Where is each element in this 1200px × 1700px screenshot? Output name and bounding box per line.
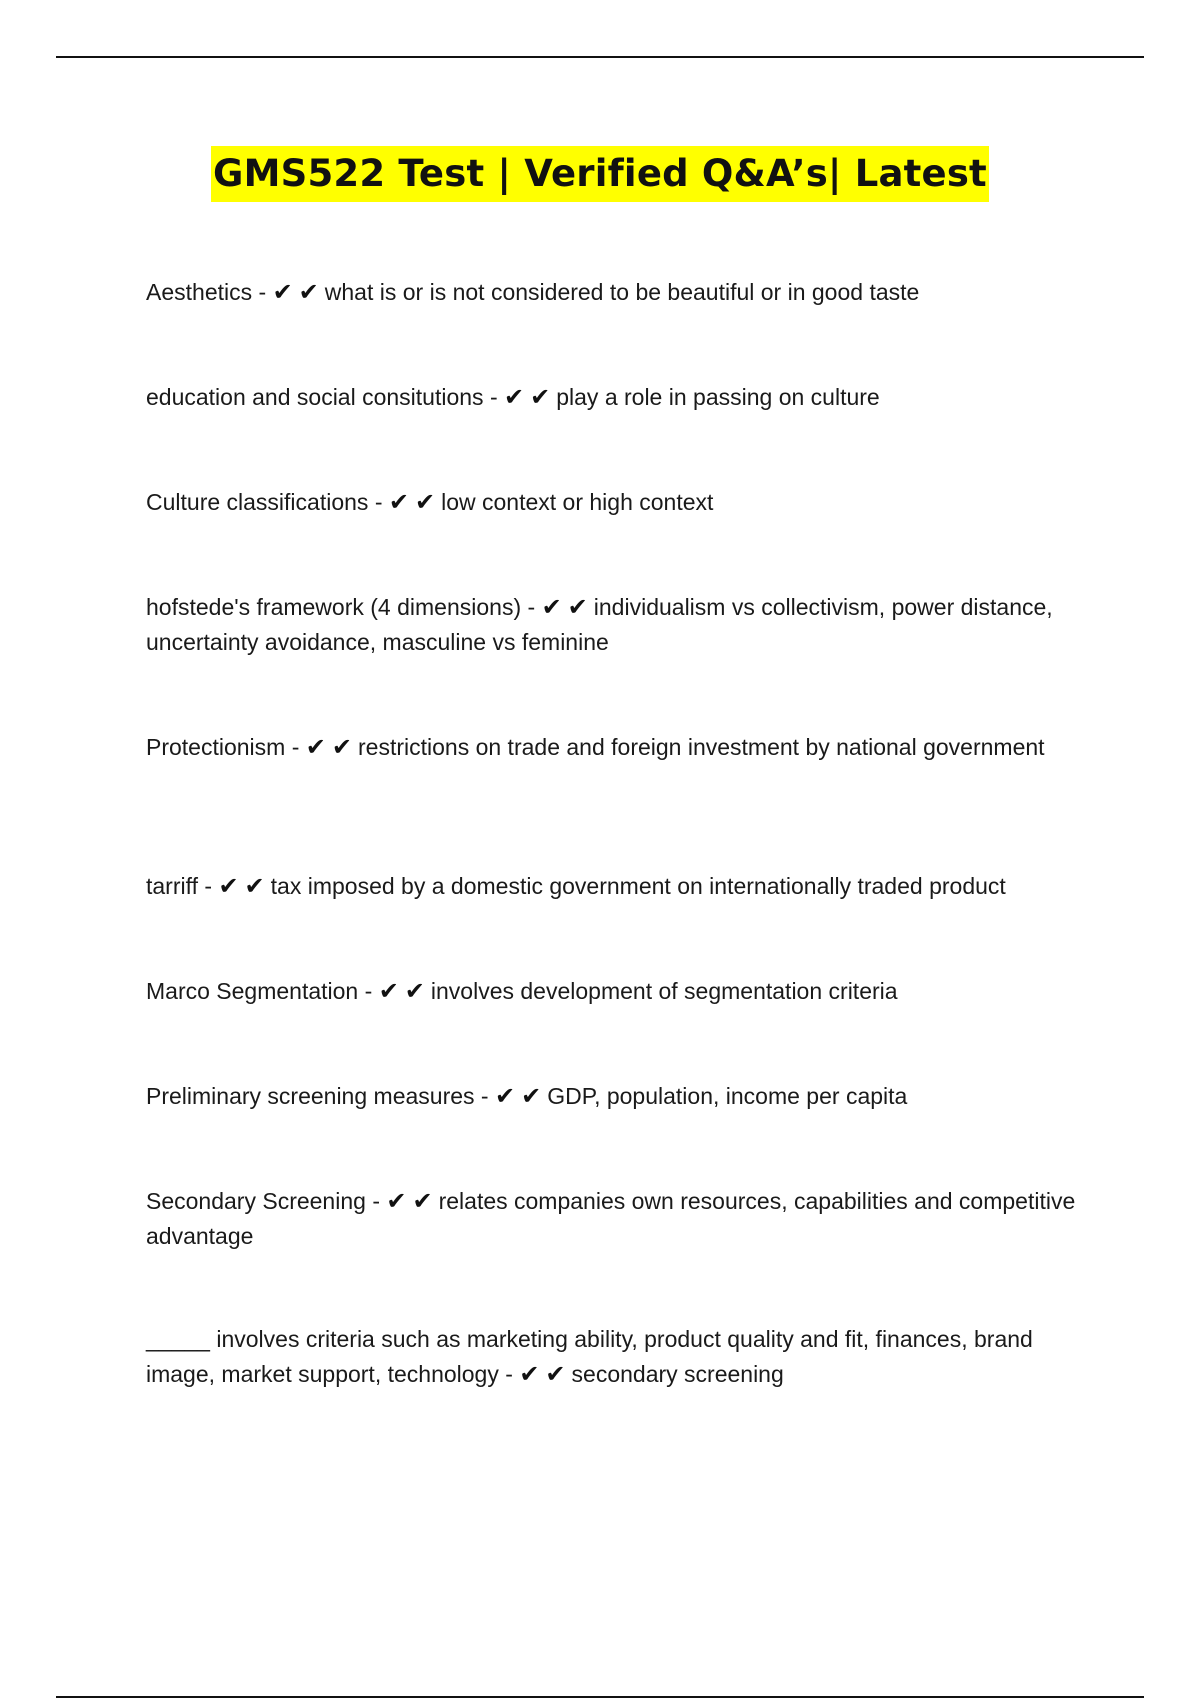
- qa-term: _____ involves criteria such as marketing ability, product quality and fit, finances, brand image, market support, technology: [146, 1326, 1033, 1387]
- qa-term: Marco Segmentation: [146, 978, 359, 1004]
- qa-answer: GDP, population, income per capita: [547, 1083, 908, 1109]
- qa-answer: individualism vs collectivism, power distance, uncertainty avoidance, masculine vs feminine: [146, 594, 1053, 655]
- check-icon: ✔: [412, 1187, 433, 1215]
- qa-item: [146, 1079, 1086, 1114]
- qa-answer: low context or high context: [441, 489, 714, 515]
- check-icon: ✔: [541, 593, 562, 621]
- check-icon: ✔: [567, 593, 588, 621]
- check-icon: ✔: [404, 977, 425, 1005]
- qa-item: [146, 869, 1086, 904]
- qa-separator: -: [204, 873, 213, 899]
- check-icon: ✔: [504, 383, 525, 411]
- qa-answer: tax imposed by a domestic government on internationally traded product: [270, 873, 1006, 899]
- top-divider: [56, 56, 1144, 58]
- qa-separator: -: [364, 978, 373, 1004]
- qa-item: [146, 1322, 1086, 1392]
- qa-separator: -: [480, 1083, 489, 1109]
- qa-answer: secondary screening: [571, 1361, 784, 1387]
- qa-separator: -: [372, 1188, 380, 1214]
- qa-separator: -: [489, 384, 498, 410]
- qa-separator: -: [527, 594, 536, 620]
- qa-item: [146, 275, 1086, 310]
- qa-separator: -: [505, 1361, 513, 1387]
- qa-term: education and social consitutions: [146, 384, 484, 410]
- qa-term: Culture classifications: [146, 489, 369, 515]
- check-icon: ✔: [519, 1360, 540, 1388]
- qa-separator: -: [374, 489, 383, 515]
- qa-separator: -: [258, 279, 267, 305]
- check-icon: ✔: [331, 733, 352, 761]
- qa-answer: restrictions on trade and foreign investment by national government: [358, 734, 1045, 760]
- check-icon: ✔: [378, 977, 399, 1005]
- qa-term: Secondary Screening: [146, 1188, 366, 1214]
- qa-term: Protectionism: [146, 734, 286, 760]
- check-icon: ✔: [244, 872, 265, 900]
- qa-answer: involves development of segmentation criteria: [430, 978, 898, 1004]
- bottom-divider: [56, 1696, 1144, 1698]
- check-icon: ✔: [218, 872, 239, 900]
- qa-separator: -: [291, 734, 300, 760]
- check-icon: ✔: [414, 488, 436, 516]
- qa-answer: relates companies own resources, capabilities and competitive advantage: [146, 1188, 1076, 1249]
- qa-answer: play a role in passing on culture: [556, 384, 880, 410]
- qa-term: Aesthetics: [146, 279, 253, 305]
- page-title: GMS522 Test | Verified Q&A’s| Latest: [211, 146, 989, 202]
- check-icon: ✔: [298, 278, 319, 306]
- qa-item: [146, 730, 1086, 765]
- qa-item: [146, 974, 1086, 1009]
- qa-item: [146, 1184, 1086, 1254]
- title-container: [0, 146, 1200, 202]
- check-icon: ✔: [272, 278, 293, 306]
- check-icon: ✔: [545, 1360, 566, 1388]
- qa-term: hofstede's framework (4 dimensions): [146, 594, 522, 620]
- check-icon: ✔: [386, 1187, 407, 1215]
- qa-item: [146, 485, 1086, 520]
- check-icon: ✔: [521, 1082, 542, 1110]
- check-icon: ✔: [305, 733, 326, 761]
- check-icon: ✔: [530, 383, 551, 411]
- qa-answer: what is or is not considered to be beautiful or in good taste: [324, 279, 920, 305]
- qa-item: [146, 380, 1086, 415]
- qa-item: [146, 590, 1086, 660]
- qa-term: Preliminary screening measures: [146, 1083, 475, 1109]
- check-icon: ✔: [494, 1082, 516, 1110]
- qa-term: tarriff: [146, 873, 198, 899]
- check-icon: ✔: [388, 488, 409, 516]
